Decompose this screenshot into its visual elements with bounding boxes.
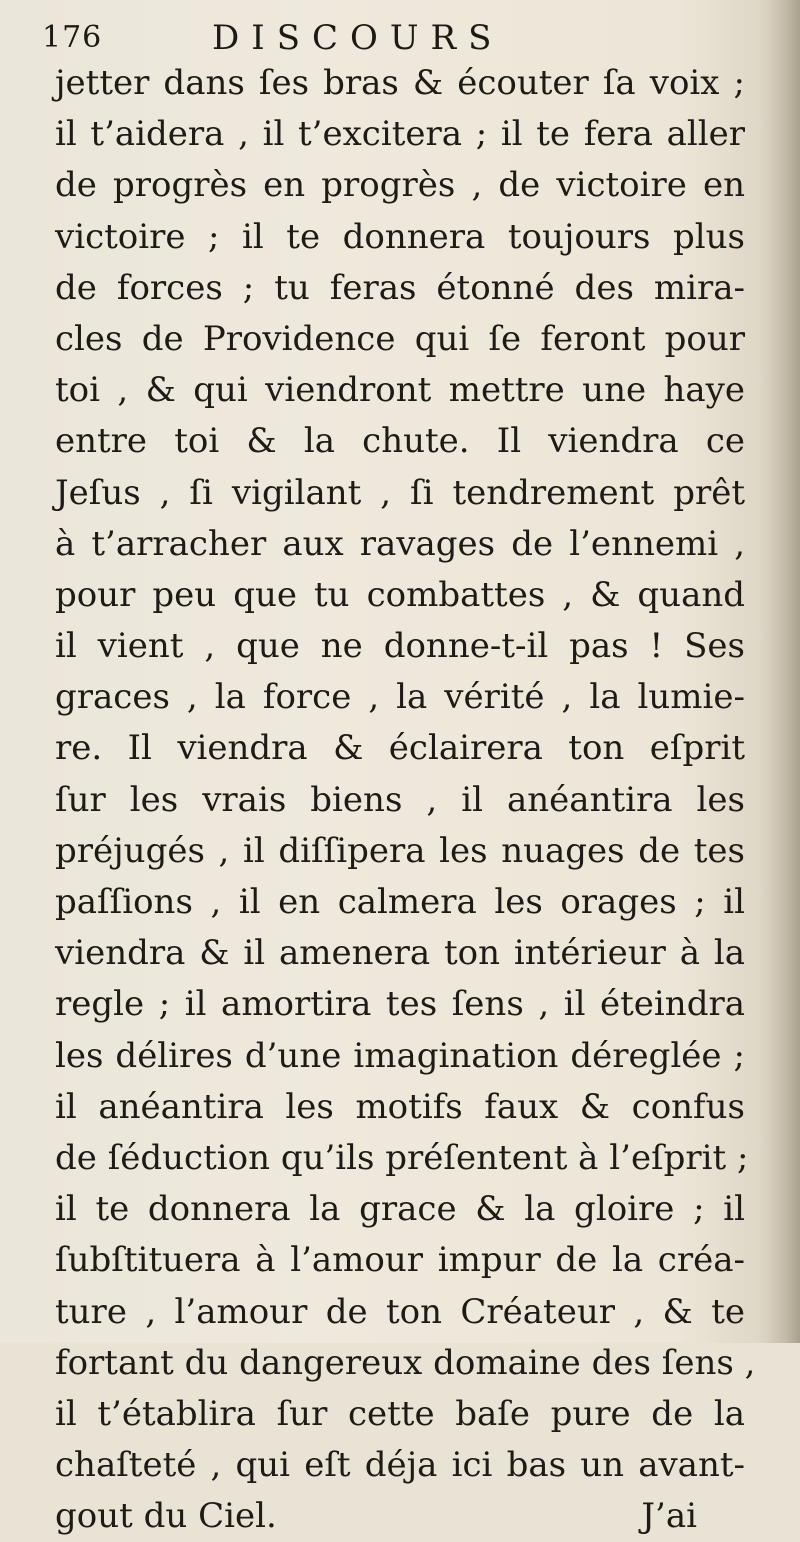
text-line: regle ; il amortira tes ſens , il éteindra — [55, 984, 745, 1025]
text-line: à t’arracher aux ravages de l’ennemi , — [55, 523, 745, 564]
text-line: entre toi & la chute. Il viendra ce — [55, 421, 745, 462]
text-line: jetter dans ſes bras & écouter ſa voix ; — [55, 63, 745, 103]
text-line: chaſteté , qui eſt déja ici bas un avant- — [55, 1445, 745, 1486]
page-number: 176 — [42, 20, 103, 55]
text-line: de forces ; tu feras étonné des mira- — [55, 267, 745, 308]
text-line: paſſions , il en calmera les orages ; il — [55, 882, 745, 922]
text-line: il anéantira les motifs faux & confus — [55, 1086, 745, 1127]
page-edge-shadow — [760, 0, 800, 1343]
text-line: de progrès en progrès , de victoire en — [55, 165, 745, 206]
page-header — [42, 18, 742, 58]
text-line: il t’établira ſur cette baſe pure de la — [55, 1393, 745, 1434]
catchword: J’ai — [641, 1496, 697, 1537]
text-line: ſur les vrais biens , il anéantira les — [55, 779, 745, 820]
text-line: il t’aidera , il t’excitera ; il te fera aller — [55, 114, 745, 155]
text-line: re. Il viendra & éclairera ton eſprit — [55, 728, 745, 769]
text-line: de ſéduction qu’ils préſentent à l’eſprit ; — [55, 1137, 749, 1178]
final-line-text: gout du Ciel. — [55, 1496, 277, 1537]
text-line: cles de Providence qui ſe feront pour — [55, 318, 745, 359]
text-line: graces , la force , la vérité , la lumie- — [55, 677, 745, 718]
text-line: victoire ; il te donnera toujours plus — [55, 216, 745, 257]
running-head: DISCOURS — [212, 18, 504, 58]
text-line: ture , l’amour de ton Créateur , & te — [55, 1291, 745, 1332]
text-line: pour peu que tu combattes , & quand — [55, 574, 745, 615]
text-line: viendra & il amenera ton intérieur à la — [55, 933, 745, 974]
text-line: fortant du dangereux domaine des ſens , — [55, 1342, 756, 1383]
text-line: Jeſus , ſi vigilant , ſi tendrement prêt — [55, 472, 745, 513]
text-line: il te donnera la grace & la gloire ; il — [55, 1189, 745, 1230]
text-line: ſubſtituera à l’amour impur de la créa- — [55, 1240, 745, 1281]
body-text — [55, 58, 756, 1542]
final-line — [55, 1491, 697, 1542]
text-line: préjugés , il diſſipera les nuages de tes — [55, 830, 745, 871]
text-line: il vient , que ne donne-t-il pas ! Ses — [55, 626, 745, 667]
text-line: les délires d’une imagination déreglée ; — [55, 1035, 745, 1076]
text-line: toi , & qui viendront mettre une haye — [55, 370, 745, 411]
